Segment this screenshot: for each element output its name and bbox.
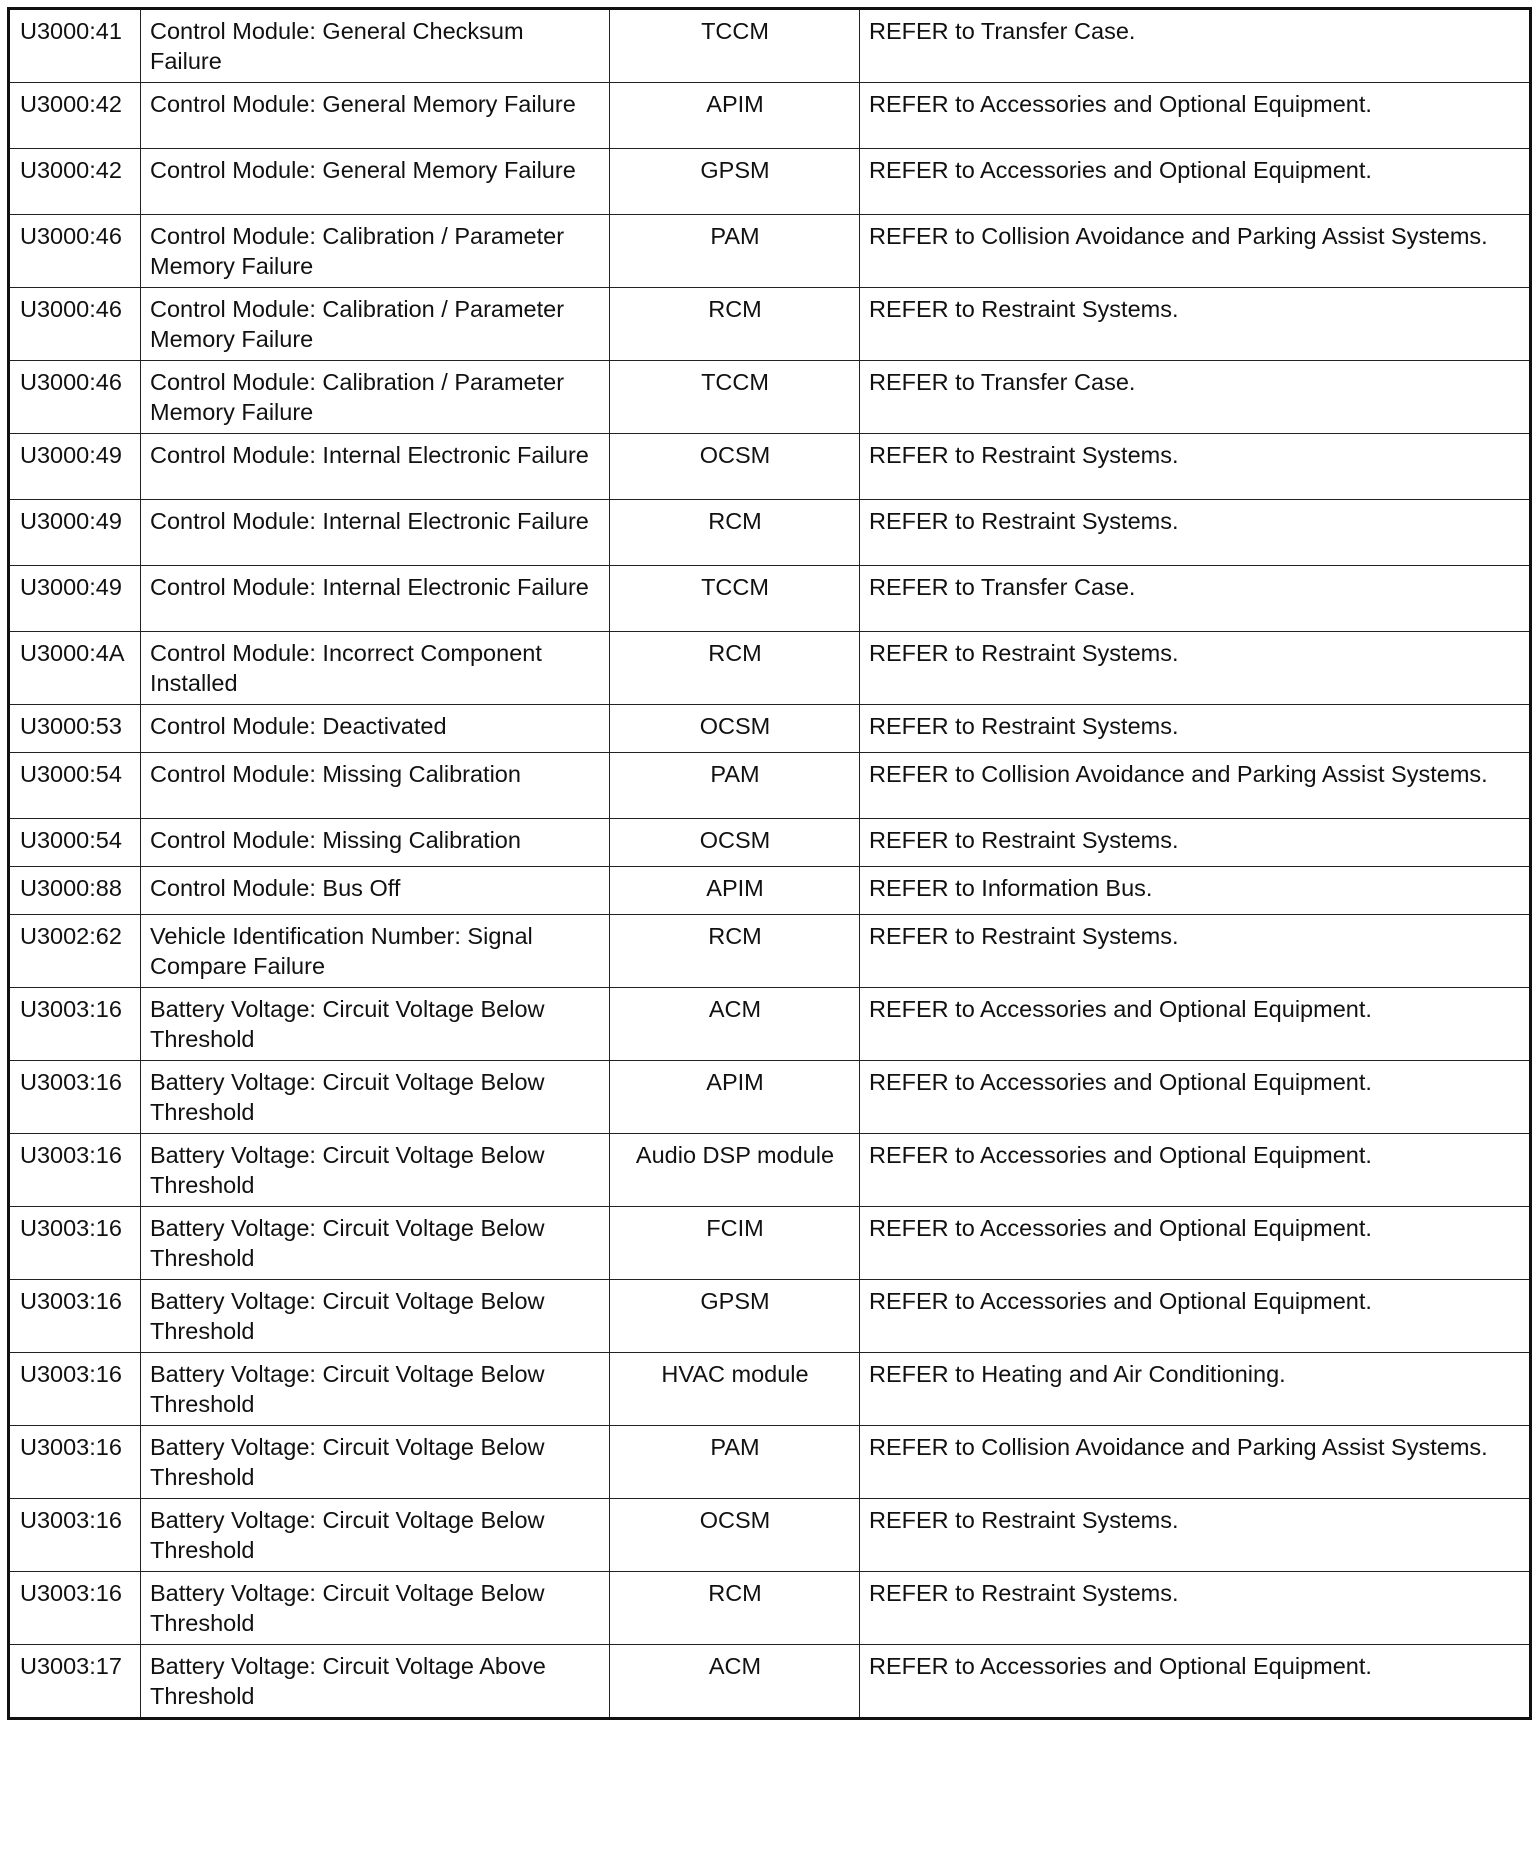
action-cell: REFER to Accessories and Optional Equipment. xyxy=(860,988,1531,1061)
action-cell: REFER to Restraint Systems. xyxy=(860,705,1531,753)
table-row xyxy=(9,361,1531,434)
dtc-code-cell: U3000:46 xyxy=(9,288,141,361)
action-cell: REFER to Transfer Case. xyxy=(860,566,1531,632)
table-row xyxy=(9,83,1531,149)
action-cell: REFER to Accessories and Optional Equipment. xyxy=(860,1207,1531,1280)
module-cell: Audio DSP module xyxy=(610,1134,860,1207)
dtc-code-cell: U3003:16 xyxy=(9,1134,141,1207)
module-cell: APIM xyxy=(610,1061,860,1134)
dtc-description-cell: Control Module: General Memory Failure xyxy=(141,83,610,149)
dtc-description-cell: Battery Voltage: Circuit Voltage Below Threshold xyxy=(141,1499,610,1572)
table-row xyxy=(9,632,1531,705)
action-cell: REFER to Collision Avoidance and Parking Assist Systems. xyxy=(860,1426,1531,1499)
table-row xyxy=(9,566,1531,632)
table-row xyxy=(9,288,1531,361)
table-row xyxy=(9,988,1531,1061)
module-cell: GPSM xyxy=(610,1280,860,1353)
module-cell: RCM xyxy=(610,500,860,566)
action-cell: REFER to Restraint Systems. xyxy=(860,434,1531,500)
table-row xyxy=(9,149,1531,215)
dtc-code-cell: U3003:16 xyxy=(9,1280,141,1353)
module-cell: FCIM xyxy=(610,1207,860,1280)
table-row xyxy=(9,753,1531,819)
table-row xyxy=(9,705,1531,753)
table-row xyxy=(9,1499,1531,1572)
module-cell: PAM xyxy=(610,753,860,819)
module-cell: RCM xyxy=(610,1572,860,1645)
table-row xyxy=(9,1134,1531,1207)
action-cell: REFER to Restraint Systems. xyxy=(860,915,1531,988)
module-cell: TCCM xyxy=(610,361,860,434)
dtc-code-cell: U3003:16 xyxy=(9,1572,141,1645)
module-cell: HVAC module xyxy=(610,1353,860,1426)
table-row xyxy=(9,500,1531,566)
table-row xyxy=(9,1280,1531,1353)
module-cell: OCSM xyxy=(610,1499,860,1572)
table-row xyxy=(9,1353,1531,1426)
dtc-code-cell: U3003:17 xyxy=(9,1645,141,1719)
table-row xyxy=(9,915,1531,988)
dtc-code-cell: U3000:49 xyxy=(9,500,141,566)
dtc-description-cell: Battery Voltage: Circuit Voltage Below Threshold xyxy=(141,1207,610,1280)
dtc-description-cell: Battery Voltage: Circuit Voltage Above Threshold xyxy=(141,1645,610,1719)
table-row xyxy=(9,1061,1531,1134)
table-row xyxy=(9,9,1531,83)
dtc-code-cell: U3000:46 xyxy=(9,361,141,434)
dtc-code-cell: U3002:62 xyxy=(9,915,141,988)
module-cell: RCM xyxy=(610,288,860,361)
dtc-code-cell: U3003:16 xyxy=(9,1353,141,1426)
dtc-description-cell: Control Module: Missing Calibration xyxy=(141,753,610,819)
dtc-code-cell: U3000:49 xyxy=(9,434,141,500)
dtc-description-cell: Battery Voltage: Circuit Voltage Below Threshold xyxy=(141,1134,610,1207)
dtc-code-cell: U3003:16 xyxy=(9,1207,141,1280)
dtc-code-cell: U3000:49 xyxy=(9,566,141,632)
module-cell: OCSM xyxy=(610,434,860,500)
dtc-description-cell: Control Module: Calibration / Parameter Memory Failure xyxy=(141,215,610,288)
dtc-description-cell: Control Module: Internal Electronic Failure xyxy=(141,500,610,566)
table-row xyxy=(9,215,1531,288)
dtc-description-cell: Battery Voltage: Circuit Voltage Below Threshold xyxy=(141,1280,610,1353)
action-cell: REFER to Accessories and Optional Equipment. xyxy=(860,83,1531,149)
dtc-code-cell: U3003:16 xyxy=(9,1426,141,1499)
table-row xyxy=(9,434,1531,500)
dtc-code-cell: U3003:16 xyxy=(9,988,141,1061)
dtc-code-cell: U3000:53 xyxy=(9,705,141,753)
table-row xyxy=(9,1426,1531,1499)
dtc-description-cell: Control Module: Missing Calibration xyxy=(141,819,610,867)
module-cell: APIM xyxy=(610,83,860,149)
dtc-description-cell: Control Module: Deactivated xyxy=(141,705,610,753)
dtc-code-cell: U3000:41 xyxy=(9,9,141,83)
dtc-description-cell: Vehicle Identification Number: Signal Compare Failure xyxy=(141,915,610,988)
module-cell: GPSM xyxy=(610,149,860,215)
table-row xyxy=(9,1207,1531,1280)
dtc-code-cell: U3000:54 xyxy=(9,819,141,867)
dtc-code-cell: U3000:54 xyxy=(9,753,141,819)
table-row xyxy=(9,1572,1531,1645)
action-cell: REFER to Restraint Systems. xyxy=(860,1499,1531,1572)
dtc-code-cell: U3003:16 xyxy=(9,1061,141,1134)
action-cell: REFER to Restraint Systems. xyxy=(860,632,1531,705)
module-cell: PAM xyxy=(610,215,860,288)
dtc-description-cell: Battery Voltage: Circuit Voltage Below Threshold xyxy=(141,1061,610,1134)
table-row xyxy=(9,867,1531,915)
module-cell: RCM xyxy=(610,915,860,988)
module-cell: RCM xyxy=(610,632,860,705)
action-cell: REFER to Collision Avoidance and Parking Assist Systems. xyxy=(860,215,1531,288)
module-cell: TCCM xyxy=(610,566,860,632)
dtc-table xyxy=(7,7,1532,1720)
dtc-description-cell: Battery Voltage: Circuit Voltage Below Threshold xyxy=(141,1572,610,1645)
table-row xyxy=(9,1645,1531,1719)
dtc-table-body xyxy=(9,9,1531,1719)
action-cell: REFER to Restraint Systems. xyxy=(860,500,1531,566)
dtc-code-cell: U3000:4A xyxy=(9,632,141,705)
table-row xyxy=(9,819,1531,867)
dtc-description-cell: Battery Voltage: Circuit Voltage Below Threshold xyxy=(141,1353,610,1426)
dtc-code-cell: U3003:16 xyxy=(9,1499,141,1572)
module-cell: TCCM xyxy=(610,9,860,83)
module-cell: OCSM xyxy=(610,819,860,867)
action-cell: REFER to Restraint Systems. xyxy=(860,288,1531,361)
action-cell: REFER to Accessories and Optional Equipment. xyxy=(860,149,1531,215)
dtc-description-cell: Control Module: Internal Electronic Failure xyxy=(141,434,610,500)
action-cell: REFER to Restraint Systems. xyxy=(860,1572,1531,1645)
dtc-code-cell: U3000:42 xyxy=(9,149,141,215)
module-cell: OCSM xyxy=(610,705,860,753)
action-cell: REFER to Accessories and Optional Equipment. xyxy=(860,1134,1531,1207)
action-cell: REFER to Restraint Systems. xyxy=(860,819,1531,867)
dtc-code-cell: U3000:88 xyxy=(9,867,141,915)
dtc-description-cell: Control Module: Internal Electronic Failure xyxy=(141,566,610,632)
action-cell: REFER to Collision Avoidance and Parking Assist Systems. xyxy=(860,753,1531,819)
dtc-description-cell: Control Module: Incorrect Component Installed xyxy=(141,632,610,705)
action-cell: REFER to Heating and Air Conditioning. xyxy=(860,1353,1531,1426)
dtc-description-cell: Control Module: Calibration / Parameter Memory Failure xyxy=(141,361,610,434)
dtc-code-cell: U3000:46 xyxy=(9,215,141,288)
action-cell: REFER to Transfer Case. xyxy=(860,9,1531,83)
dtc-description-cell: Control Module: Bus Off xyxy=(141,867,610,915)
dtc-description-cell: Battery Voltage: Circuit Voltage Below Threshold xyxy=(141,988,610,1061)
action-cell: REFER to Transfer Case. xyxy=(860,361,1531,434)
dtc-description-cell: Battery Voltage: Circuit Voltage Below Threshold xyxy=(141,1426,610,1499)
module-cell: ACM xyxy=(610,988,860,1061)
dtc-description-cell: Control Module: General Checksum Failure xyxy=(141,9,610,83)
module-cell: ACM xyxy=(610,1645,860,1719)
dtc-description-cell: Control Module: General Memory Failure xyxy=(141,149,610,215)
module-cell: APIM xyxy=(610,867,860,915)
module-cell: PAM xyxy=(610,1426,860,1499)
dtc-description-cell: Control Module: Calibration / Parameter Memory Failure xyxy=(141,288,610,361)
action-cell: REFER to Accessories and Optional Equipment. xyxy=(860,1280,1531,1353)
dtc-code-cell: U3000:42 xyxy=(9,83,141,149)
action-cell: REFER to Accessories and Optional Equipment. xyxy=(860,1061,1531,1134)
action-cell: REFER to Accessories and Optional Equipment. xyxy=(860,1645,1531,1719)
action-cell: REFER to Information Bus. xyxy=(860,867,1531,915)
